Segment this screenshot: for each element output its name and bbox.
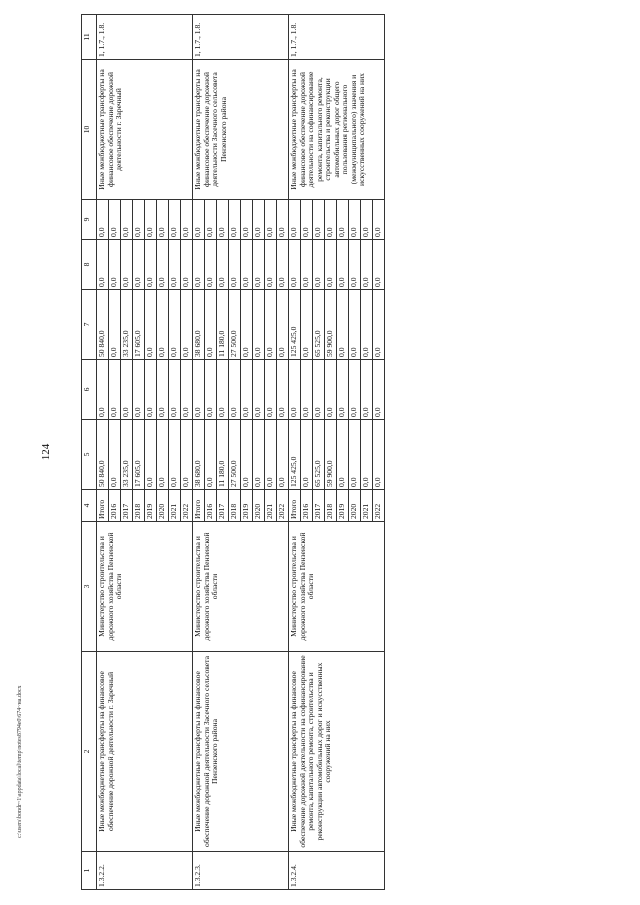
col-header: 7 bbox=[82, 290, 97, 360]
table-row bbox=[193, 15, 205, 890]
regional-value-cell: 0,0 bbox=[145, 290, 157, 360]
federal-value-cell: 0,0 bbox=[193, 360, 205, 420]
other-value-cell: 0,0 bbox=[349, 200, 361, 240]
target-link-cell: 1, 1.7., 1.8. bbox=[97, 15, 193, 60]
total-value-cell: 0,0 bbox=[277, 420, 289, 490]
other-value-cell: 0,0 bbox=[169, 200, 181, 240]
other-value-cell: 0,0 bbox=[157, 200, 169, 240]
other-value-cell: 0,0 bbox=[229, 200, 241, 240]
other-value-cell: 0,0 bbox=[325, 200, 337, 240]
local-value-cell: 0,0 bbox=[241, 240, 253, 290]
local-value-cell: 0,0 bbox=[349, 240, 361, 290]
table-row bbox=[97, 15, 109, 890]
federal-value-cell: 0,0 bbox=[145, 360, 157, 420]
period-cell: 2016 bbox=[205, 490, 217, 522]
period-cell: 2022 bbox=[373, 490, 385, 522]
local-value-cell: 0,0 bbox=[301, 240, 313, 290]
target-link-cell: 1, 1.7., 1.8. bbox=[193, 15, 289, 60]
federal-value-cell: 0,0 bbox=[277, 360, 289, 420]
regional-value-cell: 0,0 bbox=[241, 290, 253, 360]
other-value-cell: 0,0 bbox=[253, 200, 265, 240]
federal-value-cell: 0,0 bbox=[349, 360, 361, 420]
col-header: 8 bbox=[82, 240, 97, 290]
regional-value-cell: 17 605,0 bbox=[133, 290, 145, 360]
local-value-cell: 0,0 bbox=[361, 240, 373, 290]
other-value-cell: 0,0 bbox=[181, 200, 193, 240]
period-cell: 2021 bbox=[169, 490, 181, 522]
federal-value-cell: 0,0 bbox=[97, 360, 109, 420]
local-value-cell: 0,0 bbox=[313, 240, 325, 290]
table-row bbox=[289, 15, 301, 890]
local-value-cell: 0,0 bbox=[265, 240, 277, 290]
period-cell: 2022 bbox=[181, 490, 193, 522]
total-value-cell: 0,0 bbox=[349, 420, 361, 490]
total-value-cell: 65 525,0 bbox=[313, 420, 325, 490]
indicator-cell: Иные межбюджетные трансферты на финансовое обеспечение дорожной деятельности Засечного сельсовета Пензенского района bbox=[193, 60, 289, 200]
other-value-cell: 0,0 bbox=[133, 200, 145, 240]
file-path-footer: c:\users\bondr~1\appdata\local\temp\notes8794e0\674~на.docx bbox=[17, 685, 23, 838]
local-value-cell: 0,0 bbox=[289, 240, 301, 290]
federal-value-cell: 0,0 bbox=[325, 360, 337, 420]
regional-value-cell: 38 680,0 bbox=[193, 290, 205, 360]
col-header: 5 bbox=[82, 420, 97, 490]
item-code-cell: 1.3.2.4. bbox=[289, 852, 385, 890]
period-cell: 2018 bbox=[229, 490, 241, 522]
other-value-cell: 0,0 bbox=[277, 200, 289, 240]
col-header: 3 bbox=[82, 522, 97, 652]
federal-value-cell: 0,0 bbox=[253, 360, 265, 420]
period-cell: Итого bbox=[97, 490, 109, 522]
local-value-cell: 0,0 bbox=[157, 240, 169, 290]
period-cell: 2018 bbox=[133, 490, 145, 522]
local-value-cell: 0,0 bbox=[193, 240, 205, 290]
period-cell: 2016 bbox=[109, 490, 121, 522]
col-header: 4 bbox=[82, 490, 97, 522]
regional-value-cell: 0,0 bbox=[157, 290, 169, 360]
other-value-cell: 0,0 bbox=[241, 200, 253, 240]
period-cell: 2021 bbox=[265, 490, 277, 522]
local-value-cell: 0,0 bbox=[373, 240, 385, 290]
regional-value-cell: 11 180,0 bbox=[217, 290, 229, 360]
total-value-cell: 17 605,0 bbox=[133, 420, 145, 490]
period-cell: 2019 bbox=[145, 490, 157, 522]
total-value-cell: 0,0 bbox=[361, 420, 373, 490]
other-value-cell: 0,0 bbox=[265, 200, 277, 240]
federal-value-cell: 0,0 bbox=[265, 360, 277, 420]
col-header: 1 bbox=[82, 852, 97, 890]
other-value-cell: 0,0 bbox=[361, 200, 373, 240]
local-value-cell: 0,0 bbox=[121, 240, 133, 290]
total-value-cell: 0,0 bbox=[157, 420, 169, 490]
page-number: 124 bbox=[40, 443, 52, 461]
col-header: 2 bbox=[82, 652, 97, 852]
executor-cell: Министерство строительства и дорожного хозяйства Пензенской области bbox=[193, 522, 289, 652]
total-value-cell: 33 235,0 bbox=[121, 420, 133, 490]
total-value-cell: 0,0 bbox=[253, 420, 265, 490]
other-value-cell: 0,0 bbox=[313, 200, 325, 240]
period-cell: Итого bbox=[289, 490, 301, 522]
total-value-cell: 38 680,0 bbox=[193, 420, 205, 490]
federal-value-cell: 0,0 bbox=[241, 360, 253, 420]
regional-value-cell: 0,0 bbox=[361, 290, 373, 360]
local-value-cell: 0,0 bbox=[325, 240, 337, 290]
total-value-cell: 0,0 bbox=[337, 420, 349, 490]
local-value-cell: 0,0 bbox=[253, 240, 265, 290]
federal-value-cell: 0,0 bbox=[133, 360, 145, 420]
rotated-table-wrapper bbox=[81, 15, 382, 890]
period-cell: 2020 bbox=[349, 490, 361, 522]
federal-value-cell: 0,0 bbox=[205, 360, 217, 420]
regional-value-cell: 0,0 bbox=[337, 290, 349, 360]
regional-value-cell: 0,0 bbox=[109, 290, 121, 360]
total-value-cell: 0,0 bbox=[181, 420, 193, 490]
target-link-cell: 1, 1.7., 1.8. bbox=[289, 15, 385, 60]
regional-value-cell: 0,0 bbox=[265, 290, 277, 360]
regional-value-cell: 0,0 bbox=[181, 290, 193, 360]
table-body bbox=[97, 15, 385, 890]
local-value-cell: 0,0 bbox=[133, 240, 145, 290]
total-value-cell: 11 180,0 bbox=[217, 420, 229, 490]
regional-value-cell: 33 235,0 bbox=[121, 290, 133, 360]
item-name-cell: Иные межбюджетные трансферты на финансовое обеспечение дорожной деятельности на софинансирование ремонта, капитального ремонта, строительства и реконструкции автомобильных дорог и искусственных сооружений на них bbox=[289, 652, 385, 852]
total-value-cell: 59 900,0 bbox=[325, 420, 337, 490]
federal-value-cell: 0,0 bbox=[229, 360, 241, 420]
executor-cell: Министерство строительства и дорожного хозяйства Пензенской области bbox=[97, 522, 193, 652]
total-value-cell: 0,0 bbox=[373, 420, 385, 490]
col-header: 6 bbox=[82, 360, 97, 420]
total-value-cell: 0,0 bbox=[265, 420, 277, 490]
other-value-cell: 0,0 bbox=[301, 200, 313, 240]
federal-value-cell: 0,0 bbox=[121, 360, 133, 420]
budget-table bbox=[81, 14, 385, 890]
regional-value-cell: 0,0 bbox=[277, 290, 289, 360]
local-value-cell: 0,0 bbox=[205, 240, 217, 290]
total-value-cell: 50 840,0 bbox=[97, 420, 109, 490]
other-value-cell: 0,0 bbox=[373, 200, 385, 240]
period-cell: 2017 bbox=[121, 490, 133, 522]
period-cell: 2019 bbox=[241, 490, 253, 522]
regional-value-cell: 125 425,0 bbox=[289, 290, 301, 360]
period-cell: 2020 bbox=[253, 490, 265, 522]
total-value-cell: 0,0 bbox=[205, 420, 217, 490]
local-value-cell: 0,0 bbox=[277, 240, 289, 290]
period-cell: 2022 bbox=[277, 490, 289, 522]
total-value-cell: 0,0 bbox=[169, 420, 181, 490]
other-value-cell: 0,0 bbox=[289, 200, 301, 240]
item-code-cell: 1.3.2.2. bbox=[97, 852, 193, 890]
local-value-cell: 0,0 bbox=[337, 240, 349, 290]
federal-value-cell: 0,0 bbox=[169, 360, 181, 420]
local-value-cell: 0,0 bbox=[109, 240, 121, 290]
federal-value-cell: 0,0 bbox=[217, 360, 229, 420]
other-value-cell: 0,0 bbox=[121, 200, 133, 240]
other-value-cell: 0,0 bbox=[97, 200, 109, 240]
period-cell: 2016 bbox=[301, 490, 313, 522]
federal-value-cell: 0,0 bbox=[337, 360, 349, 420]
federal-value-cell: 0,0 bbox=[289, 360, 301, 420]
period-cell: 2017 bbox=[313, 490, 325, 522]
regional-value-cell: 50 840,0 bbox=[97, 290, 109, 360]
local-value-cell: 0,0 bbox=[181, 240, 193, 290]
header-row bbox=[82, 15, 97, 890]
federal-value-cell: 0,0 bbox=[181, 360, 193, 420]
regional-value-cell: 27 500,0 bbox=[229, 290, 241, 360]
regional-value-cell: 59 900,0 bbox=[325, 290, 337, 360]
period-cell: 2018 bbox=[325, 490, 337, 522]
total-value-cell: 0,0 bbox=[301, 420, 313, 490]
total-value-cell: 0,0 bbox=[109, 420, 121, 490]
federal-value-cell: 0,0 bbox=[301, 360, 313, 420]
federal-value-cell: 0,0 bbox=[313, 360, 325, 420]
regional-value-cell: 0,0 bbox=[169, 290, 181, 360]
period-cell: Итого bbox=[193, 490, 205, 522]
other-value-cell: 0,0 bbox=[109, 200, 121, 240]
regional-value-cell: 0,0 bbox=[349, 290, 361, 360]
federal-value-cell: 0,0 bbox=[109, 360, 121, 420]
period-cell: 2017 bbox=[217, 490, 229, 522]
period-cell: 2019 bbox=[337, 490, 349, 522]
local-value-cell: 0,0 bbox=[217, 240, 229, 290]
indicator-cell: Иные межбюджетные трансферты на финансовое обеспечение дорожной деятельности г. Заречный bbox=[97, 60, 193, 200]
col-header: 10 bbox=[82, 60, 97, 200]
local-value-cell: 0,0 bbox=[145, 240, 157, 290]
federal-value-cell: 0,0 bbox=[373, 360, 385, 420]
executor-cell: Министерство строительства и дорожного хозяйства Пензенской области bbox=[289, 522, 385, 652]
regional-value-cell: 0,0 bbox=[301, 290, 313, 360]
other-value-cell: 0,0 bbox=[217, 200, 229, 240]
regional-value-cell: 0,0 bbox=[253, 290, 265, 360]
regional-value-cell: 0,0 bbox=[205, 290, 217, 360]
item-name-cell: Иные межбюджетные трансферты на финансовое обеспечение дорожной деятельности Засечного сельсовета Пензенского района bbox=[193, 652, 289, 852]
other-value-cell: 0,0 bbox=[337, 200, 349, 240]
item-code-cell: 1.3.2.3. bbox=[193, 852, 289, 890]
col-header: 9 bbox=[82, 200, 97, 240]
period-cell: 2020 bbox=[157, 490, 169, 522]
local-value-cell: 0,0 bbox=[229, 240, 241, 290]
total-value-cell: 125 425,0 bbox=[289, 420, 301, 490]
col-header: 11 bbox=[82, 15, 97, 60]
total-value-cell: 0,0 bbox=[145, 420, 157, 490]
indicator-cell: Иные межбюджетные трансферты на финансовое обеспечение дорожной деятельности на софинансирование ремонта, капитального ремонта, строительства и реконструкции автомобильных дорог общего пользования регионального (межмуниципального) значения и искусственных сооружений на них bbox=[289, 60, 385, 200]
total-value-cell: 0,0 bbox=[241, 420, 253, 490]
regional-value-cell: 0,0 bbox=[373, 290, 385, 360]
federal-value-cell: 0,0 bbox=[157, 360, 169, 420]
local-value-cell: 0,0 bbox=[97, 240, 109, 290]
federal-value-cell: 0,0 bbox=[361, 360, 373, 420]
total-value-cell: 27 500,0 bbox=[229, 420, 241, 490]
item-name-cell: Иные межбюджетные трансферты на финансовое обеспечение дорожной деятельности г. Заречный bbox=[97, 652, 193, 852]
local-value-cell: 0,0 bbox=[169, 240, 181, 290]
other-value-cell: 0,0 bbox=[193, 200, 205, 240]
period-cell: 2021 bbox=[361, 490, 373, 522]
other-value-cell: 0,0 bbox=[145, 200, 157, 240]
regional-value-cell: 65 525,0 bbox=[313, 290, 325, 360]
other-value-cell: 0,0 bbox=[205, 200, 217, 240]
